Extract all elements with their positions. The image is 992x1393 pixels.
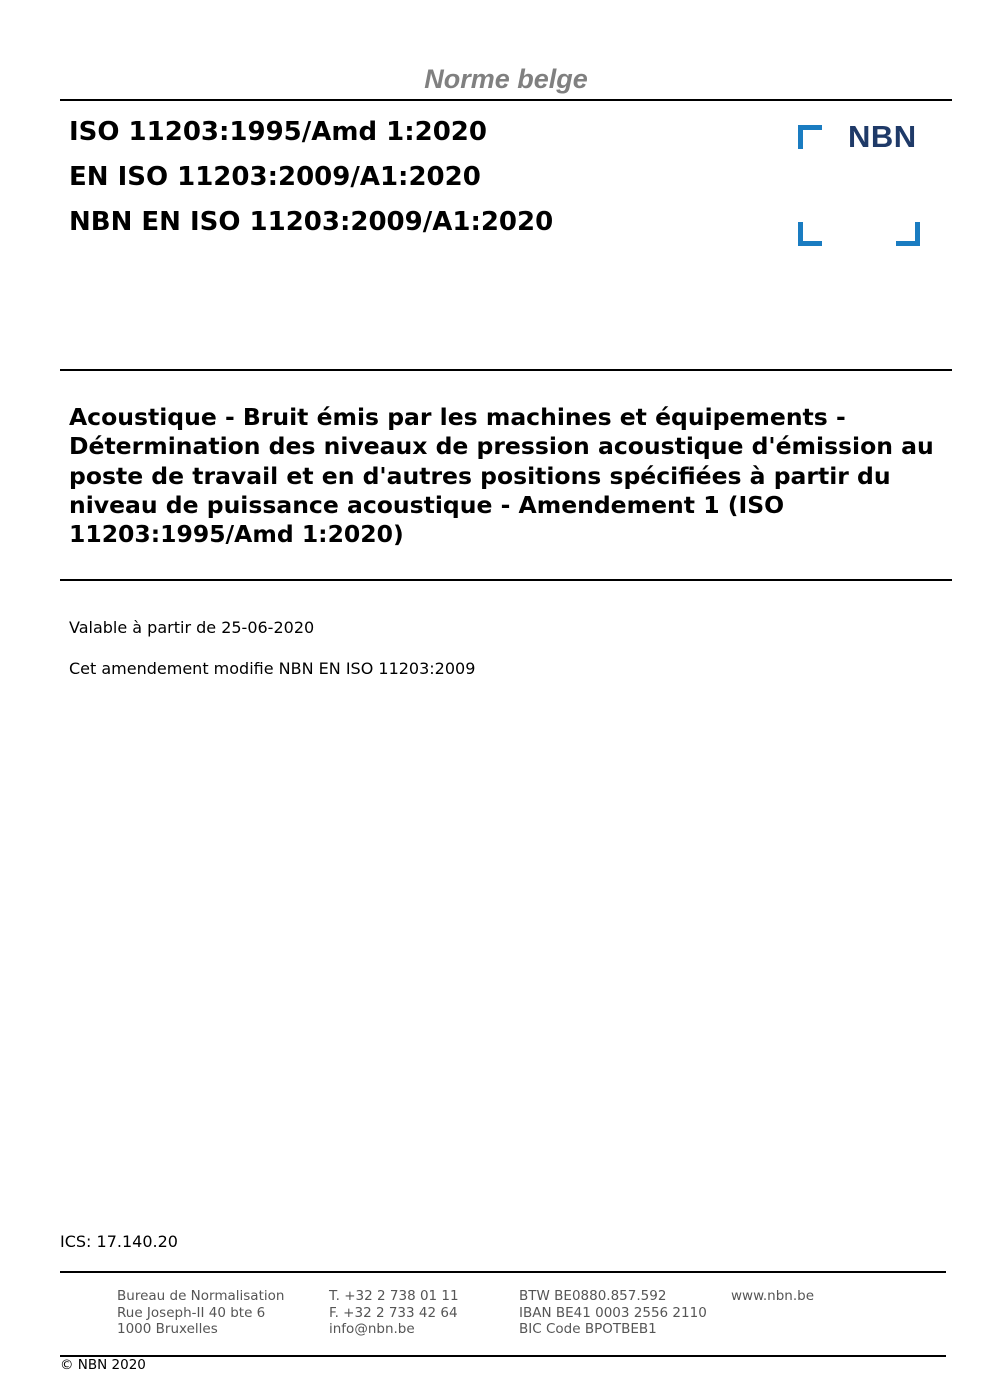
iso-code: ISO 11203:1995/Amd 1:2020 [69, 117, 487, 147]
footer-address [117, 1288, 284, 1338]
footer-address-line: Bureau de Normalisation [117, 1288, 285, 1304]
footer-bottom-divider [60, 1355, 946, 1357]
copyright: © NBN 2020 [60, 1357, 146, 1373]
nbn-logo-text: NBN [848, 119, 917, 154]
footer-bic: BIC Code BPOTBEB1 [519, 1321, 657, 1337]
logo-corner-bottom-left [798, 222, 822, 246]
footer-top-divider [60, 1271, 946, 1273]
footer-contact [329, 1288, 459, 1338]
nbn-code: NBN EN ISO 11203:2009/A1:2020 [69, 207, 554, 237]
footer-iban: IBAN BE41 0003 2556 2110 [519, 1304, 707, 1321]
top-divider [60, 99, 952, 101]
footer-fax: F. +32 2 733 42 64 [329, 1304, 458, 1321]
footer-website-block [731, 1288, 814, 1305]
footer-website: www.nbn.be [731, 1288, 815, 1304]
title-bottom-divider [60, 579, 952, 581]
logo-corner-top-left [798, 125, 822, 149]
footer-vat: BTW BE0880.857.592 [519, 1288, 667, 1304]
amendment-note: Cet amendement modifie NBN EN ISO 11203:2009 [69, 659, 476, 678]
document-type-label: Norme belge [424, 64, 588, 94]
footer-address-line: Rue Joseph-II 40 bte 6 [117, 1304, 266, 1321]
footer-bank [519, 1288, 707, 1338]
document-title: Acoustique - Bruit émis par les machines et équipements - Détermination des niveaux de pression acoustique d'émission au poste de travail et en d'autres positions spécifiées à partir du niveau de puissance acoustique - Amendement 1 (ISO 11203:1995/Amd 1:2020) [69, 403, 934, 549]
footer-phone: T. +32 2 738 01 11 [329, 1288, 459, 1304]
standard-codes [69, 110, 553, 245]
title-top-divider [60, 369, 952, 371]
logo-corner-bottom-right [896, 222, 920, 246]
footer-email: info@nbn.be [329, 1321, 415, 1337]
footer-address-line: 1000 Bruxelles [117, 1321, 218, 1337]
validity-date: Valable à partir de 25-06-2020 [69, 618, 315, 637]
en-iso-code: EN ISO 11203:2009/A1:2020 [69, 162, 481, 192]
ics-code: ICS: 17.140.20 [60, 1232, 178, 1251]
